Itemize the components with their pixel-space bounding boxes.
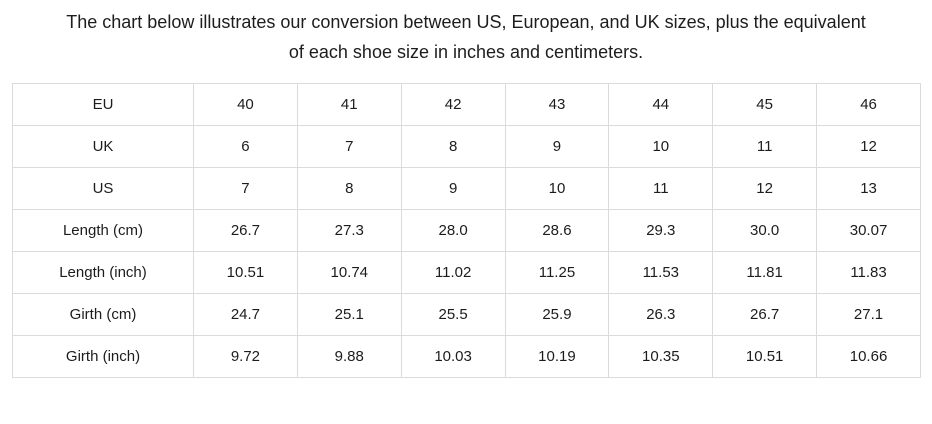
page-title-line-2: of each shoe size in inches and centimeters.	[288, 42, 644, 62]
value-cell: 46	[817, 84, 921, 126]
value-cell: 27.1	[817, 294, 921, 336]
value-cell: 11.81	[713, 252, 817, 294]
value-cell: 26.7	[713, 294, 817, 336]
value-cell: 9.88	[297, 336, 401, 378]
value-cell: 9.72	[194, 336, 298, 378]
value-cell: 10.51	[194, 252, 298, 294]
value-cell: 11.02	[401, 252, 505, 294]
value-cell: 7	[194, 168, 298, 210]
value-cell: 10.74	[297, 252, 401, 294]
table-row-eu	[13, 84, 921, 126]
table-row-uk	[13, 126, 921, 168]
value-cell: 10.03	[401, 336, 505, 378]
table-row-girth-cm	[13, 294, 921, 336]
value-cell: 9	[505, 126, 609, 168]
row-label-cell: UK	[13, 126, 194, 168]
value-cell: 27.3	[297, 210, 401, 252]
value-cell: 10.66	[817, 336, 921, 378]
value-cell: 26.7	[194, 210, 298, 252]
value-cell: 11	[609, 168, 713, 210]
value-cell: 30.0	[713, 210, 817, 252]
value-cell: 9	[401, 168, 505, 210]
value-cell: 24.7	[194, 294, 298, 336]
page-title	[0, 0, 932, 67]
value-cell: 8	[401, 126, 505, 168]
value-cell: 7	[297, 126, 401, 168]
row-label-cell: Length (inch)	[13, 252, 194, 294]
table-row-girth-inch	[13, 336, 921, 378]
value-cell: 11	[713, 126, 817, 168]
size-conversion-table-container	[12, 83, 921, 378]
row-label-cell: Length (cm)	[13, 210, 194, 252]
table-row-us	[13, 168, 921, 210]
value-cell: 43	[505, 84, 609, 126]
row-label-cell: Girth (inch)	[13, 336, 194, 378]
value-cell: 26.3	[609, 294, 713, 336]
value-cell: 29.3	[609, 210, 713, 252]
table-row-length-inch	[13, 252, 921, 294]
value-cell: 10.19	[505, 336, 609, 378]
value-cell: 25.5	[401, 294, 505, 336]
value-cell: 8	[297, 168, 401, 210]
value-cell: 11.53	[609, 252, 713, 294]
value-cell: 12	[817, 126, 921, 168]
value-cell: 10	[609, 126, 713, 168]
value-cell: 13	[817, 168, 921, 210]
value-cell: 25.1	[297, 294, 401, 336]
value-cell: 11.83	[817, 252, 921, 294]
size-conversion-table	[12, 83, 921, 378]
row-label-cell: Girth (cm)	[13, 294, 194, 336]
value-cell: 10.51	[713, 336, 817, 378]
value-cell: 25.9	[505, 294, 609, 336]
value-cell: 28.6	[505, 210, 609, 252]
value-cell: 10	[505, 168, 609, 210]
value-cell: 10.35	[609, 336, 713, 378]
value-cell: 28.0	[401, 210, 505, 252]
table-row-length-cm	[13, 210, 921, 252]
value-cell: 30.07	[817, 210, 921, 252]
value-cell: 40	[194, 84, 298, 126]
row-label-cell: EU	[13, 84, 194, 126]
page-title-line-1: The chart below illustrates our conversion between US, European, and UK sizes, plus the equivalent	[66, 12, 866, 32]
value-cell: 6	[194, 126, 298, 168]
value-cell: 42	[401, 84, 505, 126]
value-cell: 45	[713, 84, 817, 126]
row-label-cell: US	[13, 168, 194, 210]
value-cell: 11.25	[505, 252, 609, 294]
value-cell: 44	[609, 84, 713, 126]
value-cell: 12	[713, 168, 817, 210]
value-cell: 41	[297, 84, 401, 126]
